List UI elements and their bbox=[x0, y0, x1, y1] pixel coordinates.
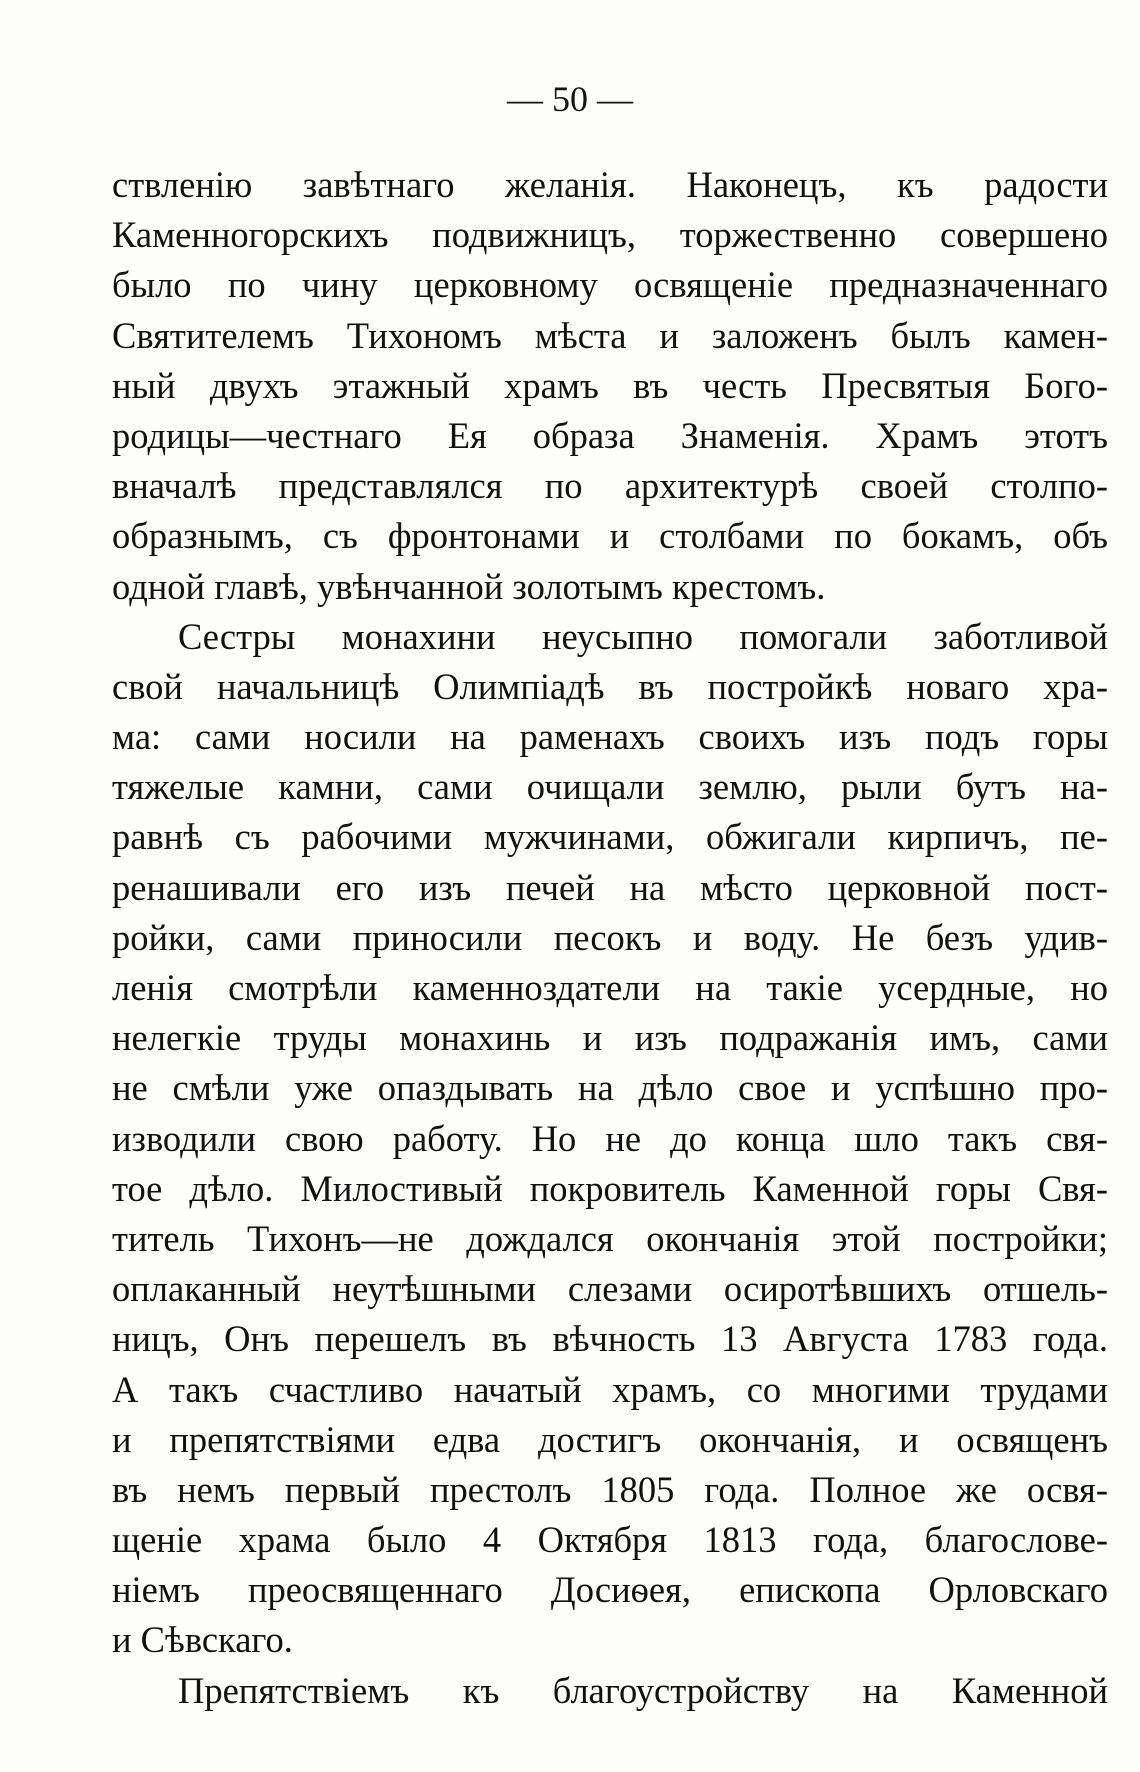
text-line: А такъ счастливо начатый храмъ, со многими трудами bbox=[112, 1368, 1108, 1410]
text-line: вначалѣ представлялся по архитектурѣ своей столпо- bbox=[112, 465, 1108, 507]
text-line: титель Тихонъ—не дождался окончанія этой постройки; bbox=[112, 1217, 1108, 1259]
text-line: образнымъ, съ фронтонами и столбами по бокамъ, объ bbox=[112, 515, 1108, 557]
text-line: Святителемъ Тихономъ мѣста и заложенъ былъ камен- bbox=[112, 314, 1108, 356]
text-line: въ немъ первый престолъ 1805 года. Полное же освя- bbox=[112, 1468, 1108, 1510]
text-line: и препятствіями едва достигъ окончанія, и освященъ bbox=[112, 1418, 1108, 1460]
text-line: Препятствіемъ къ благоустройству на Каменной bbox=[178, 1669, 1108, 1711]
text-line: одной главѣ, увѣнчанной золотымъ крестомъ. bbox=[112, 565, 826, 607]
text-line: ройки, сами приносили песокъ и воду. Не безъ удив- bbox=[112, 916, 1108, 958]
text-line: родицы—честнаго Ея образа Знаменія. Храмъ этотъ bbox=[112, 414, 1108, 456]
text-line: равнѣ съ рабочими мужчинами, обжигали кирпичъ, пе- bbox=[112, 816, 1108, 858]
text-line: Сестры монахини неусыпно помогали заботливой bbox=[178, 615, 1108, 657]
text-line: нелегкіе труды монахинь и изъ подражанія имъ, сами bbox=[112, 1017, 1108, 1059]
text-line: ленія смотрѣли каменноздатели на такіе усердные, но bbox=[112, 967, 1108, 1008]
page-number: — 50 — bbox=[507, 79, 633, 119]
text-line: ный двухъ этажный храмъ въ честь Пресвятыя Бого- bbox=[112, 364, 1108, 406]
text-line: ніемъ преосвященнаго Досиѳея, епископа Орловскаго bbox=[112, 1569, 1108, 1611]
body-text bbox=[112, 160, 1108, 1716]
text-line: тяжелые камни, сами очищали землю, рыли бутъ на- bbox=[112, 766, 1108, 808]
text-line: ренашивали его изъ печей на мѣсто церковной пост- bbox=[112, 866, 1108, 908]
text-line: не смѣли уже опаздывать на дѣло свое и успѣшно про- bbox=[112, 1067, 1108, 1109]
text-line: ма: сами носили на раменахъ своихъ изъ подъ горы bbox=[112, 716, 1108, 758]
text-line: свой начальницѣ Олимпіадѣ въ постройкѣ новаго хра- bbox=[112, 665, 1108, 707]
text-line: изводили свою работу. Но не до конца шло такъ свя- bbox=[112, 1117, 1108, 1159]
text-line: Каменногорскихъ подвижницъ, торжественно совершено bbox=[112, 214, 1108, 256]
text-line: ствленію завѣтнаго желанія. Наконецъ, къ радости bbox=[112, 164, 1108, 205]
text-line: и Сѣвскаго. bbox=[112, 1619, 293, 1661]
text-line: щеніе храма было 4 Октября 1813 года, благослове- bbox=[112, 1519, 1108, 1561]
text-line: ницъ, Онъ перешелъ въ вѣчность 13 Августа 1783 года. bbox=[112, 1318, 1108, 1360]
text-line: тое дѣло. Милостивый покровитель Каменной горы Свя- bbox=[112, 1167, 1108, 1209]
text-line: оплаканный неутѣшными слезами осиротѣвшихъ отшель- bbox=[112, 1268, 1108, 1310]
text-line: было по чину церковному освященіе предназначеннаго bbox=[112, 264, 1108, 306]
